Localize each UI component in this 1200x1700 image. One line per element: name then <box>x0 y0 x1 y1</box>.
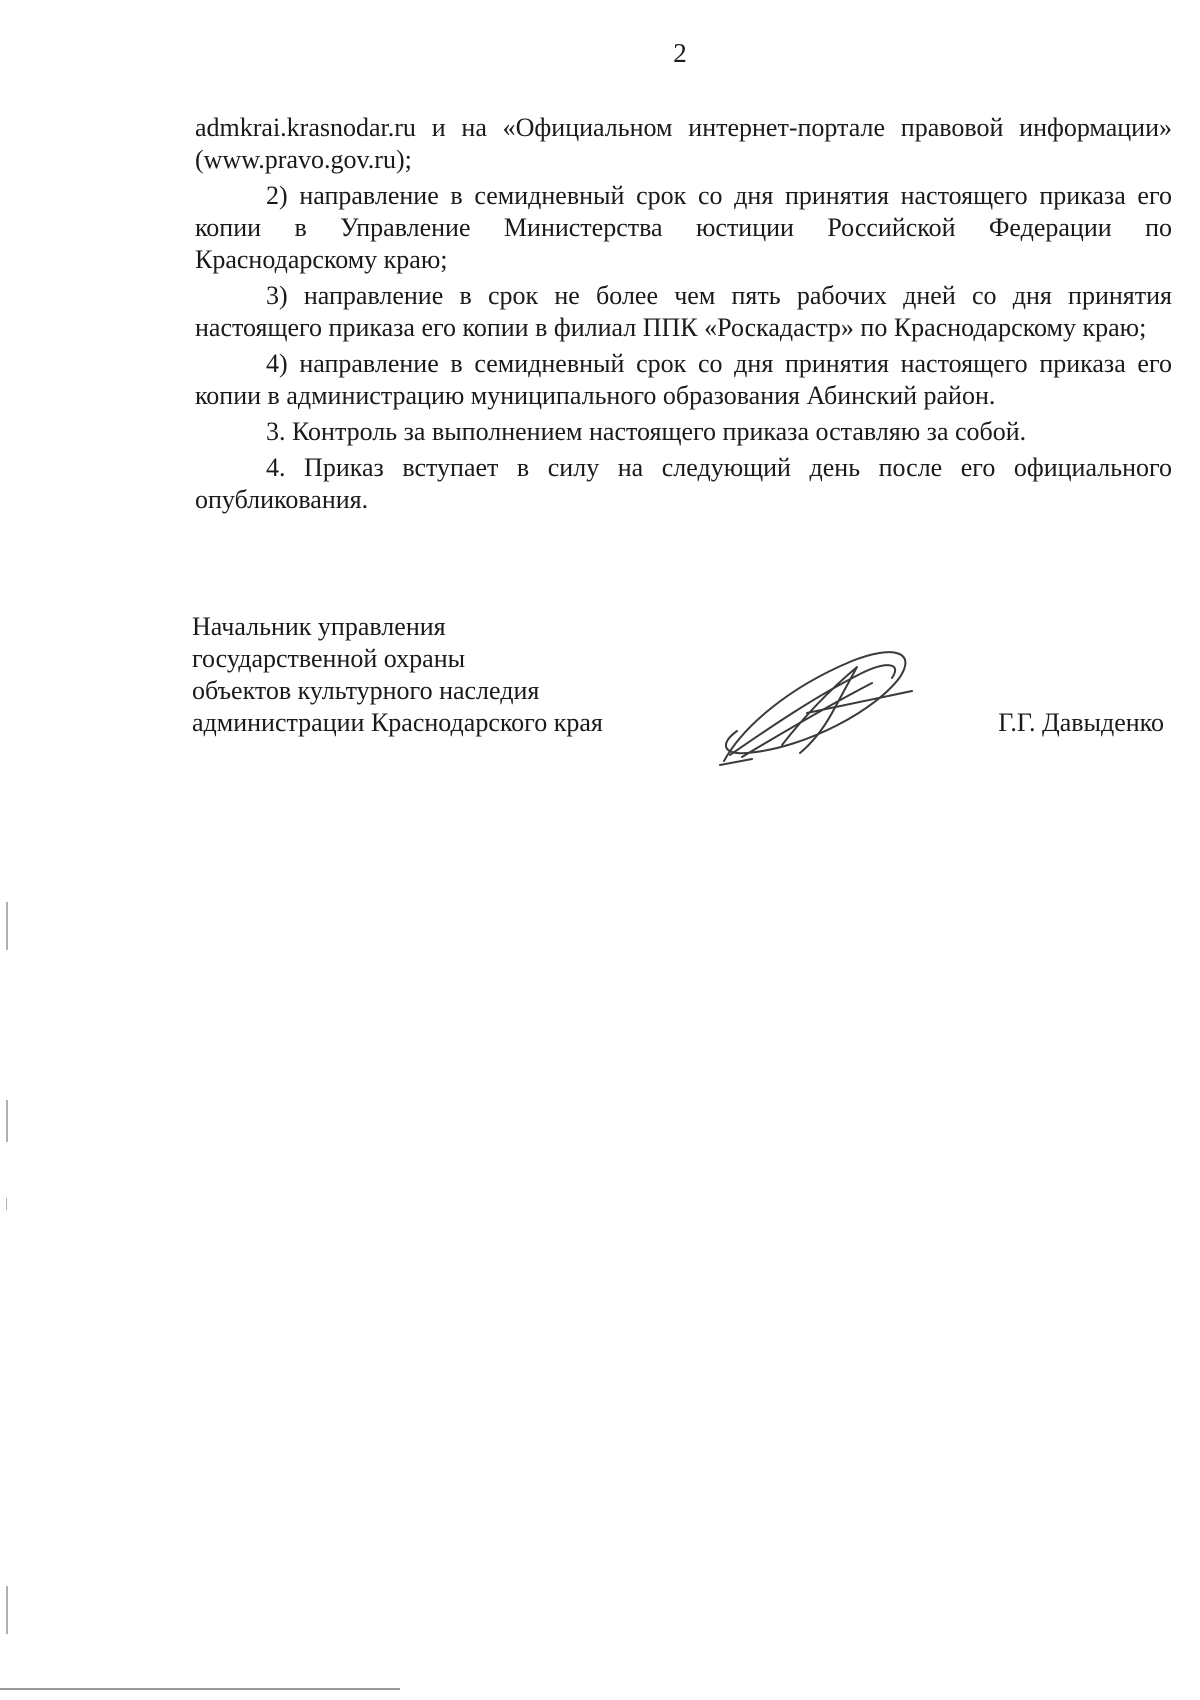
paragraph-item-3: 3) направление в срок не более чем пять рабочих дней со дня принятия настоящего приказа его копии в филиал ППК «Роскадастр» по Краснодарскому краю; <box>195 281 1172 342</box>
paragraph-clause-3: 3. Контроль за выполнением настоящего приказа оставляю за собой. <box>266 417 1027 446</box>
signer-position <box>192 611 603 739</box>
signature-block <box>192 611 1172 761</box>
page-number: 2 <box>673 38 687 68</box>
position-line: Начальник управления <box>192 612 446 641</box>
paragraph-clause-4: 4. Приказ вступает в силу на следующий день после его официального опубликования. <box>195 453 1172 514</box>
position-line: государственной охраны <box>192 644 466 673</box>
scan-artifact <box>6 1586 8 1634</box>
paragraph-item-2: 2) направление в семидневный срок со дня принятия настоящего приказа его копии в Управление Министерства юстиции Российской Федерации по Краснодарскому краю; <box>195 181 1172 274</box>
position-line: объектов культурного наследия <box>192 676 540 705</box>
paragraph-item-4: 4) направление в семидневный срок со дня принятия настоящего приказа его копии в администрацию муниципального образования Абинский район. <box>195 349 1172 410</box>
document-body <box>195 112 1172 520</box>
position-line: администрации Краснодарского края <box>192 708 603 737</box>
bottom-rule <box>0 1688 400 1690</box>
scan-artifact <box>6 902 8 950</box>
handwritten-signature-icon <box>712 643 922 768</box>
scan-artifact <box>6 1198 7 1210</box>
signer-name: Г.Г. Давыденко <box>998 708 1164 737</box>
paragraph-continuation: admkrai.krasnodar.ru и на «Официальном интернет-портале правовой информации» (www.pravo.gov.ru); <box>195 113 1172 174</box>
scan-artifact <box>6 1100 8 1142</box>
